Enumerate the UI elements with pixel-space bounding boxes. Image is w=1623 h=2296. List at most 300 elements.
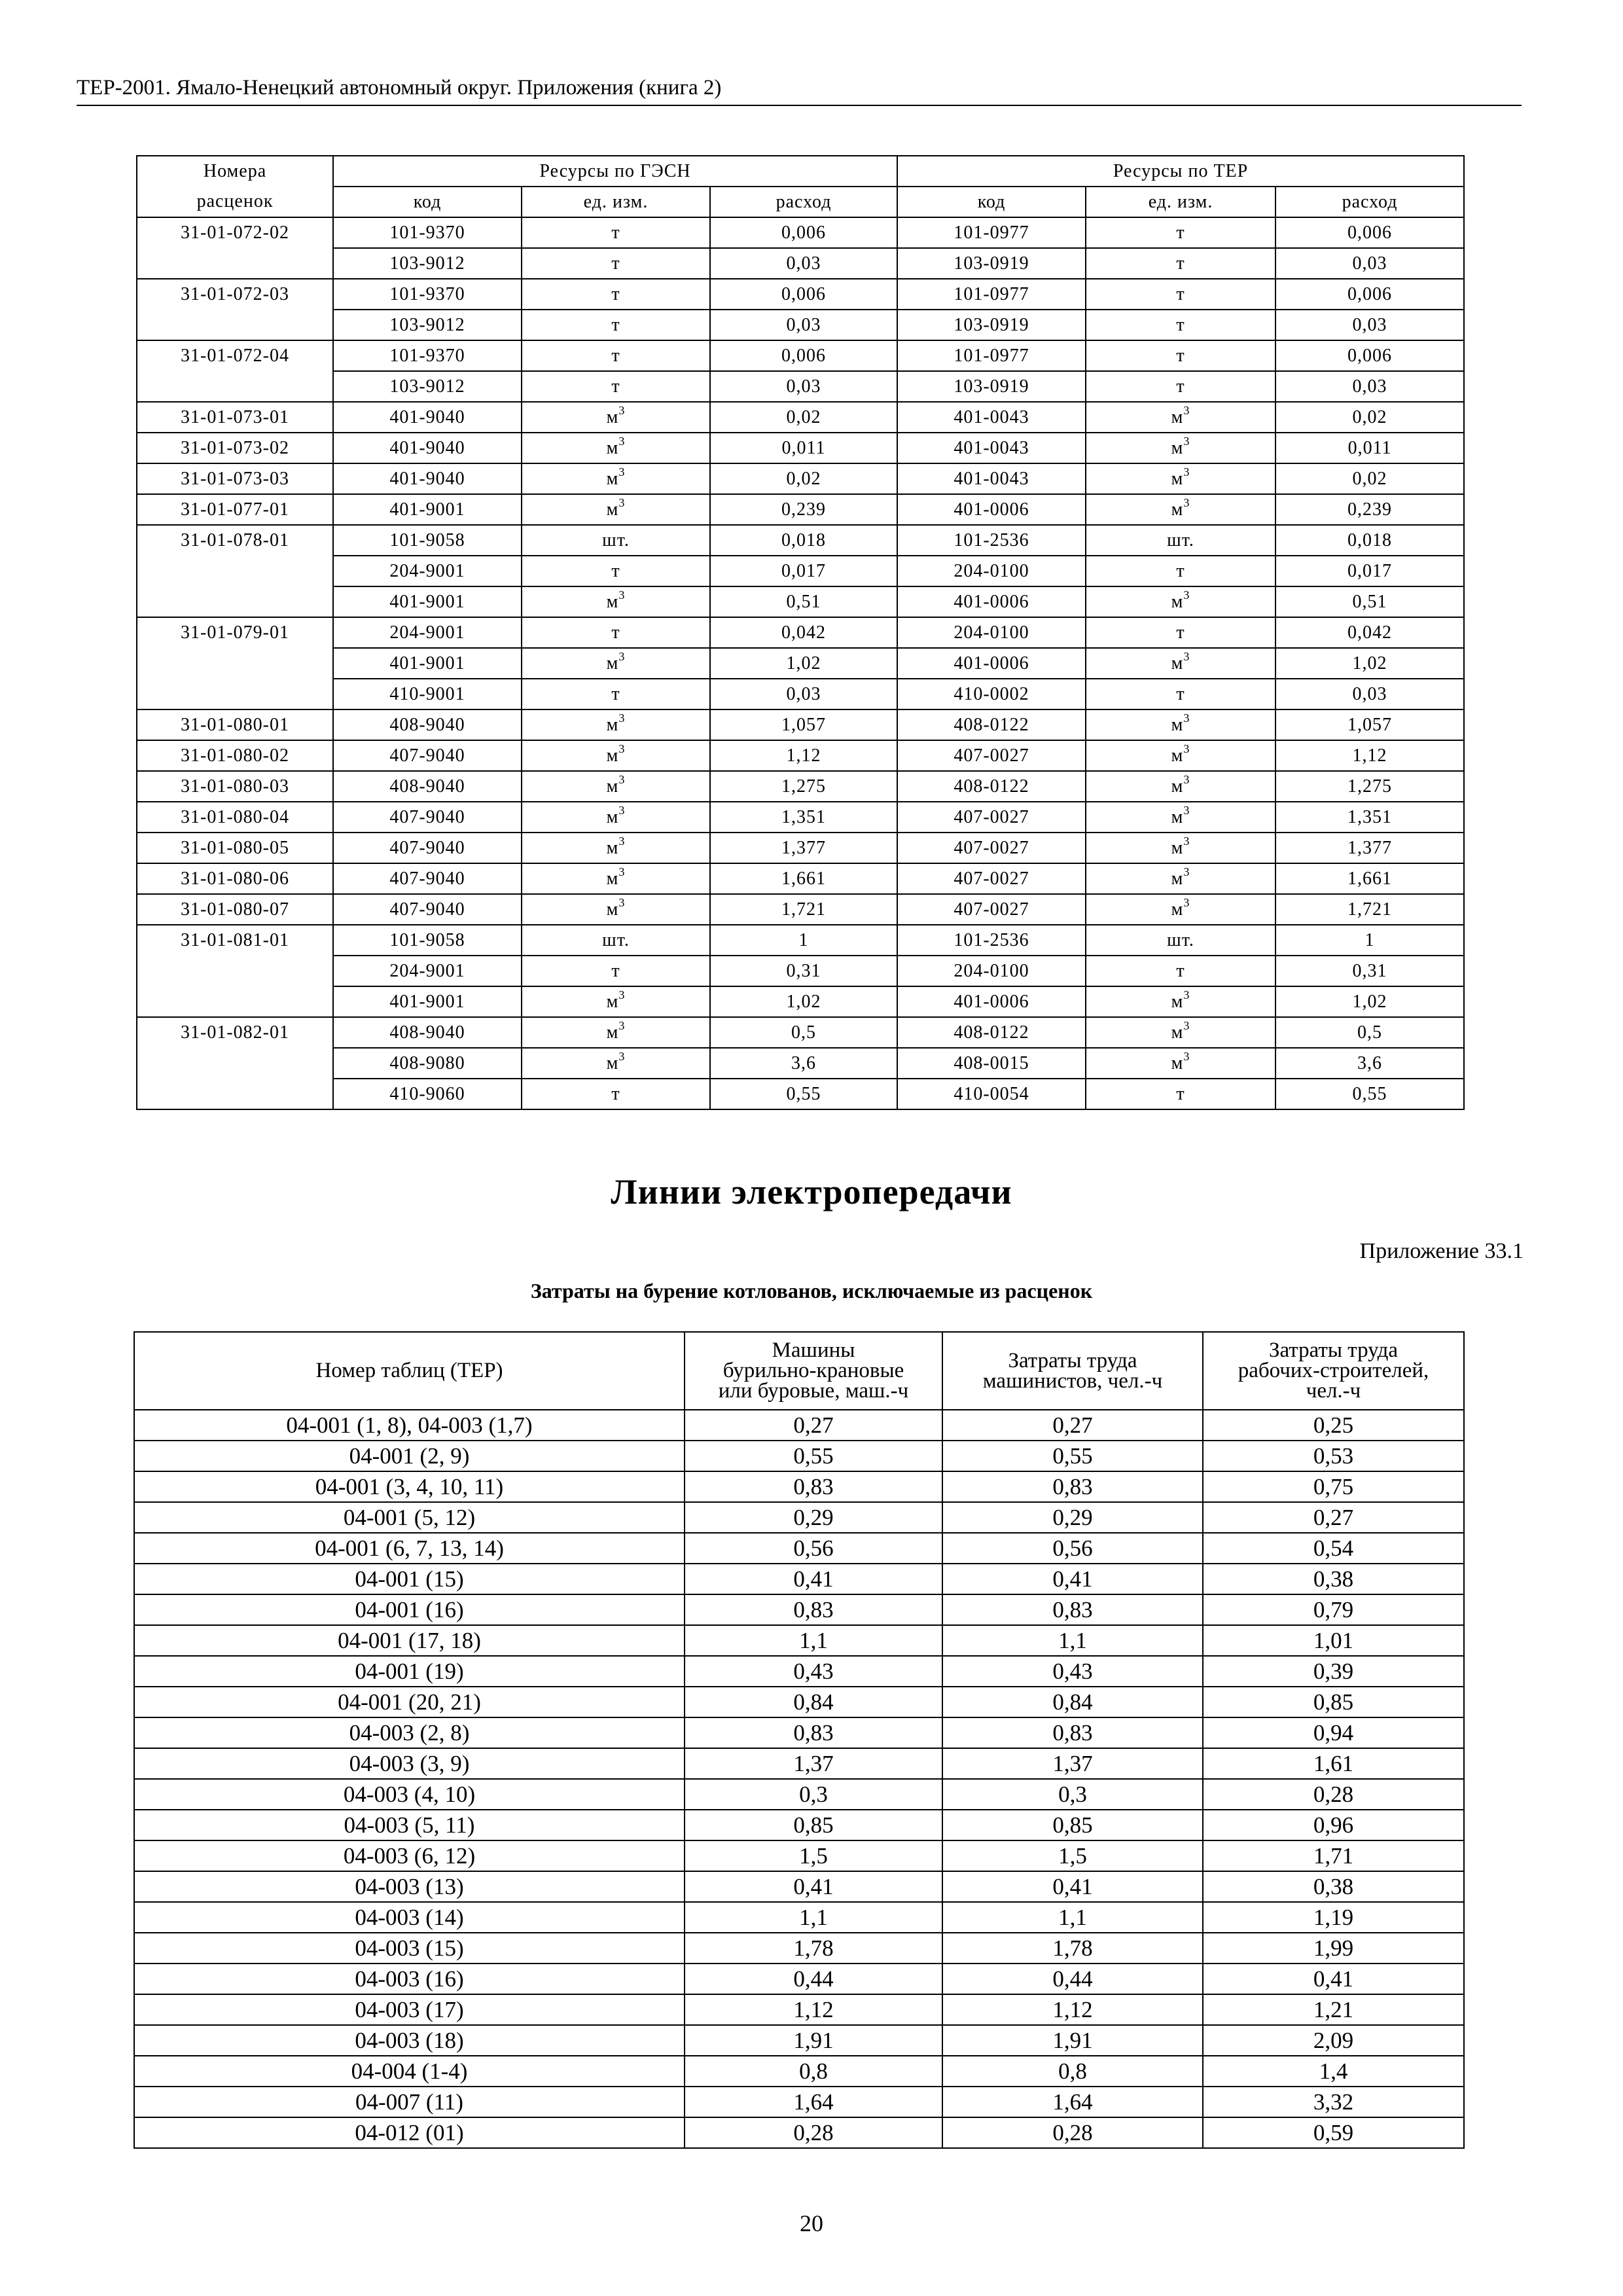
ter-code-cell: 103-0919 [897,248,1086,279]
unit-exponent: 3 [618,404,626,418]
operators-labor-cell: 0,41 [942,1871,1203,1902]
gesn-code-cell: 401-9001 [333,586,522,617]
table-row [137,833,1464,863]
ter-code-cell: 204-0100 [897,556,1086,586]
rate-number-cell: 31-01-080-01 [137,709,333,740]
unit-base: м [1171,806,1184,827]
rate-number-cell [137,248,333,279]
table-number-cell: 04-001 (15) [134,1564,685,1594]
gesn-code-cell: 407-9040 [333,833,522,863]
rate-number-cell: 31-01-080-06 [137,863,333,894]
gesn-code-cell: 410-9001 [333,679,522,709]
workers-labor-cell: 1,99 [1203,1933,1464,1964]
workers-labor-cell: 1,4 [1203,2056,1464,2087]
table-row [134,1441,1464,1471]
header-line: или буровые, маш.-ч [718,1379,909,1403]
ter-rate-cell: 0,5 [1275,1017,1464,1048]
table-row [137,925,1464,956]
gesn-code-cell: 204-9001 [333,556,522,586]
machines-cell: 0,84 [685,1687,942,1717]
ter-code-cell: 103-0919 [897,310,1086,340]
gesn-unit-cell [522,433,710,463]
unit-base: м [1171,991,1184,1012]
workers-labor-cell: 0,96 [1203,1810,1464,1840]
machines-cell: 0,56 [685,1533,942,1564]
workers-labor-cell: 0,38 [1203,1871,1464,1902]
table-row [134,1748,1464,1779]
ter-code-cell: 408-0015 [897,1048,1086,1079]
workers-labor-cell: 0,38 [1203,1564,1464,1594]
table-row [137,709,1464,740]
table-row [134,1717,1464,1748]
ter-rate-cell: 0,03 [1275,371,1464,402]
table-row [137,679,1464,709]
table-row [134,1840,1464,1871]
workers-labor-cell: 0,25 [1203,1410,1464,1441]
workers-labor-cell: 0,53 [1203,1441,1464,1471]
table-row [137,802,1464,833]
header-line: бурильно-крановые [722,1359,904,1382]
operators-labor-cell: 0,29 [942,1502,1203,1533]
gesn-rate-cell: 1,12 [710,740,897,771]
unit-base: м [606,714,619,735]
header-operators-labor [942,1332,1203,1410]
ter-rate-cell: 0,02 [1275,402,1464,433]
header-gesn-unit: ед. изм. [522,187,710,217]
ter-rate-cell: 1,02 [1275,986,1464,1017]
table-number-cell: 04-001 (20, 21) [134,1687,685,1717]
gesn-code-cell: 408-9040 [333,771,522,802]
ter-unit-cell [1086,833,1275,863]
unit-exponent: 3 [618,804,626,817]
unit-base: м [1171,653,1184,673]
machines-cell: 0,28 [685,2117,942,2148]
unit-exponent: 3 [618,435,626,448]
unit-base: м [1171,1022,1184,1043]
gesn-code-cell: 410-9060 [333,1079,522,1109]
unit-base: м [606,745,619,766]
table-row [137,340,1464,371]
unit-exponent: 3 [618,588,626,602]
gesn-unit-cell: т [522,617,710,648]
ter-unit-cell [1086,1048,1275,1079]
gesn-unit-cell [522,771,710,802]
unit-base: м [1171,745,1184,766]
gesn-unit-cell [522,402,710,433]
header-line: Машины [772,1338,855,1362]
operators-labor-cell: 0,41 [942,1564,1203,1594]
ter-rate-cell: 0,006 [1275,279,1464,310]
ter-rate-cell: 1 [1275,925,1464,956]
table-row [134,1933,1464,1964]
gesn-rate-cell: 1 [710,925,897,956]
gesn-rate-cell: 0,239 [710,494,897,525]
gesn-code-cell: 407-9040 [333,894,522,925]
unit-base: м [1171,899,1184,920]
rate-number-cell: 31-01-080-07 [137,894,333,925]
unit-exponent: 3 [1183,834,1190,848]
machines-cell: 0,3 [685,1779,942,1810]
table-row [137,1079,1464,1109]
header-gesn-group: Ресурсы по ГЭСН [333,156,897,187]
ter-rate-cell: 0,017 [1275,556,1464,586]
table-number-cell: 04-001 (6, 7, 13, 14) [134,1533,685,1564]
gesn-rate-cell: 0,03 [710,679,897,709]
table-number-cell: 04-003 (13) [134,1871,685,1902]
ter-rate-cell: 0,006 [1275,340,1464,371]
unit-base: м [606,837,619,858]
gesn-unit-cell [522,833,710,863]
unit-exponent: 3 [1183,865,1190,879]
ter-code-cell: 101-0977 [897,217,1086,248]
unit-exponent: 3 [618,742,626,756]
machines-cell: 0,29 [685,1502,942,1533]
gesn-rate-cell: 0,03 [710,310,897,340]
machines-cell: 1,78 [685,1933,942,1964]
table-number-cell: 04-003 (4, 10) [134,1779,685,1810]
gesn-rate-cell: 1,721 [710,894,897,925]
machines-cell: 0,27 [685,1410,942,1441]
table-row [134,2025,1464,2056]
ter-unit-cell [1086,648,1275,679]
ter-code-cell: 410-0002 [897,679,1086,709]
rate-number-cell [137,1079,333,1109]
ter-code-cell: 401-0006 [897,494,1086,525]
gesn-code-cell: 101-9370 [333,279,522,310]
table-number-cell: 04-007 (11) [134,2087,685,2117]
unit-exponent: 3 [1183,742,1190,756]
unit-base: м [606,899,619,920]
table-row [134,1594,1464,1625]
gesn-rate-cell: 0,02 [710,463,897,494]
workers-labor-cell: 1,71 [1203,1840,1464,1871]
unit-exponent: 3 [1183,711,1190,725]
table-number-cell: 04-001 (2, 9) [134,1441,685,1471]
rate-number-cell [137,310,333,340]
unit-exponent: 3 [1183,773,1190,787]
ter-rate-cell: 0,018 [1275,525,1464,556]
table-row [137,956,1464,986]
unit-base: м [606,406,619,427]
ter-code-cell: 204-0100 [897,617,1086,648]
rate-number-cell: 31-01-073-01 [137,402,333,433]
unit-base: м [606,591,619,612]
header-table-number [134,1332,685,1410]
table-row [134,2087,1464,2117]
machines-cell: 1,5 [685,1840,942,1871]
ter-code-cell: 407-0027 [897,863,1086,894]
unit-base: м [606,806,619,827]
ter-rate-cell: 0,02 [1275,463,1464,494]
table-number-cell: 04-001 (19) [134,1656,685,1687]
gesn-unit-cell [522,740,710,771]
ter-rate-cell: 1,12 [1275,740,1464,771]
ter-rate-cell: 0,51 [1275,586,1464,617]
running-header: ТЕР-2001. Ямало-Ненецкий автономный округ. Приложения (книга 2) [77,76,722,99]
table-row [134,2056,1464,2087]
gesn-rate-cell: 1,275 [710,771,897,802]
gesn-rate-cell: 1,02 [710,648,897,679]
ter-rate-cell: 1,275 [1275,771,1464,802]
machines-cell: 0,83 [685,1717,942,1748]
header-ter-rate: расход [1275,187,1464,217]
workers-labor-cell: 1,19 [1203,1902,1464,1933]
table-row [137,494,1464,525]
workers-labor-cell: 0,94 [1203,1717,1464,1748]
ter-rate-cell: 1,377 [1275,833,1464,863]
ter-rate-cell: 0,31 [1275,956,1464,986]
ter-unit-cell [1086,894,1275,925]
gesn-unit-cell [522,802,710,833]
unit-base: м [1171,1052,1184,1073]
workers-labor-cell: 0,27 [1203,1502,1464,1533]
ter-code-cell: 401-0043 [897,402,1086,433]
operators-labor-cell: 0,85 [942,1810,1203,1840]
operators-labor-cell: 1,91 [942,2025,1203,2056]
workers-labor-cell: 0,85 [1203,1687,1464,1717]
ter-code-cell: 407-0027 [897,740,1086,771]
gesn-rate-cell: 0,03 [710,371,897,402]
workers-labor-cell: 1,61 [1203,1748,1464,1779]
unit-base: м [606,868,619,889]
table-number-cell: 04-003 (17) [134,1994,685,2025]
workers-labor-cell: 0,75 [1203,1471,1464,1502]
gesn-rate-cell: 1,02 [710,986,897,1017]
table-number-cell: 04-001 (1, 8), 04-003 (1,7) [134,1410,685,1441]
table-row [137,433,1464,463]
table-number-cell: 04-003 (5, 11) [134,1810,685,1840]
gesn-rate-cell: 1,661 [710,863,897,894]
gesn-unit-cell: т [522,556,710,586]
gesn-code-cell: 407-9040 [333,863,522,894]
gesn-code-cell: 401-9040 [333,463,522,494]
ter-rate-cell: 1,02 [1275,648,1464,679]
gesn-code-cell: 101-9058 [333,925,522,956]
gesn-rate-cell: 0,006 [710,279,897,310]
ter-code-cell: 401-0006 [897,586,1086,617]
gesn-code-cell: 407-9040 [333,802,522,833]
table-row [134,1533,1464,1564]
workers-labor-cell: 0,28 [1203,1779,1464,1810]
ter-code-cell: 401-0006 [897,986,1086,1017]
gesn-code-cell: 103-9012 [333,310,522,340]
unit-exponent: 3 [618,465,626,479]
table-number-cell: 04-003 (14) [134,1902,685,1933]
header-line: рабочих-строителей, [1238,1359,1429,1382]
operators-labor-cell: 1,1 [942,1625,1203,1656]
gesn-unit-cell [522,986,710,1017]
machines-cell: 1,64 [685,2087,942,2117]
header-gesn-rate: расход [710,187,897,217]
workers-labor-cell: 1,01 [1203,1625,1464,1656]
rate-number-cell [137,371,333,402]
rate-number-cell [137,679,333,709]
ter-unit-cell: т [1086,340,1275,371]
ter-unit-cell: т [1086,310,1275,340]
ter-unit-cell: т [1086,1079,1275,1109]
table-number-cell: 04-003 (6, 12) [134,1840,685,1871]
gesn-code-cell: 101-9370 [333,217,522,248]
table-number-cell: 04-012 (01) [134,2117,685,2148]
section-title: Линии электропередачи [611,1172,1012,1211]
table-row [137,863,1464,894]
table-row [134,2117,1464,2148]
rate-number-cell: 31-01-081-01 [137,925,333,956]
workers-labor-cell: 0,59 [1203,2117,1464,2148]
table-number-cell: 04-001 (17, 18) [134,1625,685,1656]
ter-code-cell: 408-0122 [897,771,1086,802]
unit-exponent: 3 [618,988,626,1002]
ter-unit-cell [1086,586,1275,617]
table-number-cell: 04-003 (16) [134,1964,685,1994]
ter-unit-cell [1086,771,1275,802]
gesn-rate-cell: 3,6 [710,1048,897,1079]
gesn-rate-cell: 0,006 [710,217,897,248]
machines-cell: 0,41 [685,1564,942,1594]
header-line: Затраты труда [1008,1348,1137,1372]
table-row [137,310,1464,340]
unit-base: м [1171,776,1184,797]
rate-number-cell: 31-01-079-01 [137,617,333,648]
table-row [137,1017,1464,1048]
ter-unit-cell: т [1086,956,1275,986]
rate-number-cell: 31-01-078-01 [137,525,333,556]
rate-number-cell [137,586,333,617]
operators-labor-cell: 0,84 [942,1687,1203,1717]
gesn-code-cell: 204-9001 [333,956,522,986]
table-row [134,1625,1464,1656]
gesn-unit-cell: т [522,310,710,340]
gesn-code-cell: 401-9040 [333,402,522,433]
ter-code-cell: 101-0977 [897,279,1086,310]
machines-cell: 1,91 [685,2025,942,2056]
rate-number-cell: 31-01-080-02 [137,740,333,771]
gesn-unit-cell: т [522,340,710,371]
table-row [137,648,1464,679]
ter-rate-cell: 3,6 [1275,1048,1464,1079]
operators-labor-cell: 0,83 [942,1471,1203,1502]
ter-rate-cell: 0,03 [1275,248,1464,279]
table-row [134,1902,1464,1933]
ter-rate-cell: 1,661 [1275,863,1464,894]
gesn-code-cell: 401-9001 [333,648,522,679]
table2-title: Затраты на бурение котлованов, исключаемые из расценок [530,1279,1093,1302]
ter-code-cell: 410-0054 [897,1079,1086,1109]
unit-exponent: 3 [1183,1019,1190,1033]
ter-code-cell: 407-0027 [897,833,1086,863]
unit-exponent: 3 [1183,496,1190,510]
operators-labor-cell: 1,78 [942,1933,1203,1964]
gesn-rate-cell: 0,55 [710,1079,897,1109]
unit-exponent: 3 [1183,988,1190,1002]
unit-exponent: 3 [618,773,626,787]
ter-code-cell: 408-0122 [897,1017,1086,1048]
machines-cell: 0,83 [685,1594,942,1625]
machines-cell: 0,8 [685,2056,942,2087]
gesn-unit-cell: т [522,279,710,310]
unit-base: м [1171,868,1184,889]
header-ter-code: код [897,187,1086,217]
unit-exponent: 3 [1183,804,1190,817]
unit-exponent: 3 [618,1050,626,1064]
gesn-rate-cell: 0,017 [710,556,897,586]
gesn-unit-cell [522,463,710,494]
gesn-rate-cell: 0,018 [710,525,897,556]
operators-labor-cell: 1,64 [942,2087,1203,2117]
unit-exponent: 3 [618,496,626,510]
rate-number-cell: 31-01-082-01 [137,1017,333,1048]
rate-number-cell: 31-01-072-04 [137,340,333,371]
ter-rate-cell: 0,03 [1275,679,1464,709]
table-row [137,617,1464,648]
table-row [134,1964,1464,1994]
ter-rate-cell: 0,03 [1275,310,1464,340]
gesn-unit-cell [522,586,710,617]
table-row [137,402,1464,433]
table-row [134,1410,1464,1441]
table-row [137,894,1464,925]
rate-number-cell [137,648,333,679]
operators-labor-cell: 0,83 [942,1717,1203,1748]
operators-labor-cell: 0,28 [942,2117,1203,2148]
rate-number-cell [137,1048,333,1079]
unit-exponent: 3 [1183,588,1190,602]
table-row [137,279,1464,310]
appendix-reference: Приложение 33.1 [1359,1239,1524,1263]
gesn-rate-cell: 0,02 [710,402,897,433]
ter-unit-cell: т [1086,617,1275,648]
ter-rate-cell: 0,239 [1275,494,1464,525]
unit-base: м [606,1022,619,1043]
gesn-rate-cell: 0,31 [710,956,897,986]
table-row [134,1994,1464,2025]
table-row [137,463,1464,494]
gesn-unit-cell [522,1048,710,1079]
ter-unit-cell [1086,494,1275,525]
ter-code-cell: 401-0006 [897,648,1086,679]
table-number-cell: 04-001 (5, 12) [134,1502,685,1533]
table-row [137,556,1464,586]
ter-unit-cell: т [1086,679,1275,709]
machines-cell: 0,44 [685,1964,942,1994]
ter-code-cell: 408-0122 [897,709,1086,740]
gesn-rate-cell: 0,5 [710,1017,897,1048]
machines-cell: 1,37 [685,1748,942,1779]
operators-labor-cell: 1,12 [942,1994,1203,2025]
header-line: Затраты труда [1268,1338,1399,1362]
resources-table [136,155,1465,1110]
unit-exponent: 3 [1183,896,1190,910]
header-rule [77,105,1522,106]
workers-labor-cell: 3,32 [1203,2087,1464,2117]
rate-number-cell [137,556,333,586]
table-row [134,1471,1464,1502]
unit-base: м [606,776,619,797]
ter-rate-cell: 1,721 [1275,894,1464,925]
ter-unit-cell: шт. [1086,925,1275,956]
rate-number-cell: 31-01-072-03 [137,279,333,310]
header-workers-labor [1203,1332,1464,1410]
unit-base: м [1171,406,1184,427]
unit-base: м [1171,591,1184,612]
table-number-cell: 04-003 (2, 8) [134,1717,685,1748]
header-line: машинистов, чел.-ч [982,1369,1163,1393]
ter-code-cell: 101-0977 [897,340,1086,371]
gesn-unit-cell [522,1017,710,1048]
gesn-unit-cell: т [522,1079,710,1109]
operators-labor-cell: 0,83 [942,1594,1203,1625]
table-row [137,771,1464,802]
